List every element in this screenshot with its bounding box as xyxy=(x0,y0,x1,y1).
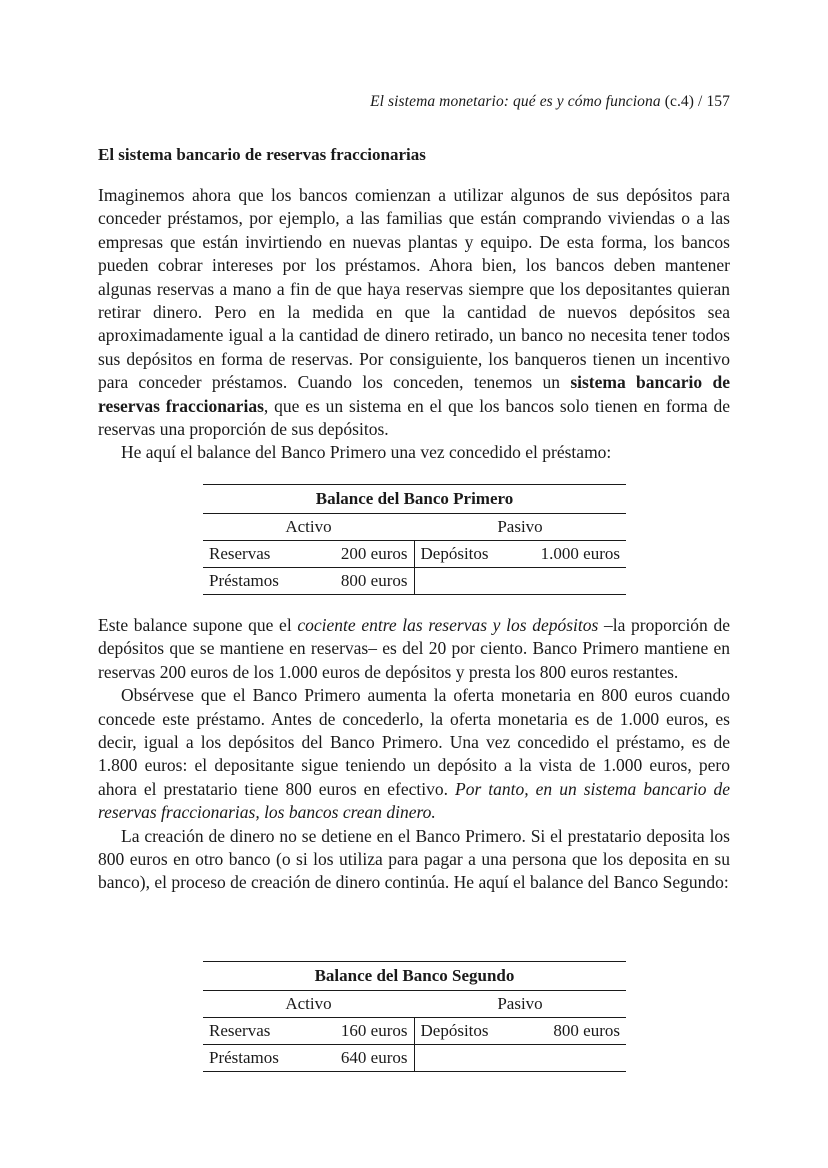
paragraph-money-creation: La creación de dinero no se detiene en el Banco Primero. Si el prestatario deposita los 800 euros en otro banco (o si los utiliza para pagar a una persona que los deposita en su banco), el proceso de creación de dinero continúa. He aquí el balance del Banco Segundo: xyxy=(98,825,730,893)
liability-value: 800 euros xyxy=(520,1018,626,1045)
table-row xyxy=(203,1018,626,1045)
asset-label: Préstamos xyxy=(203,1045,328,1072)
page-number: 157 xyxy=(706,93,730,110)
paragraph-intro xyxy=(98,184,730,441)
body-text-lower xyxy=(98,614,730,895)
running-head-title: El sistema monetario: qué es y cómo funciona xyxy=(370,93,661,110)
paragraph-ratio-text-b: –la proporción de depósitos que se mantiene en reservas– es del 20 por ciento. Banco Primero mantiene en reservas 200 euros de los 1.000 euros de depósitos y presta los 800 euros restantes. xyxy=(98,615,730,682)
paragraph-money-supply-text: Obsérvese que el Banco Primero aumenta la oferta monetaria en 800 euros cuando concede este préstamo. Antes de concederlo, la oferta monetaria es de 1.000 euros, es decir, igual a los depósitos del Banco Primero. Una vez concedido el préstamo, es de 1.800 euros: el depositante sigue teniendo un depósito a la vista de 1.000 euros, pero ahora el prestatario tiene 800 euros en efectivo. xyxy=(98,685,730,799)
balance-table-banco-segundo xyxy=(203,961,626,1072)
asset-value: 640 euros xyxy=(328,1045,414,1072)
table-row xyxy=(203,568,626,595)
term-fractional-reserve: sistema bancario de reservas fraccionarias xyxy=(98,372,730,416)
table-row xyxy=(203,1045,626,1072)
paragraph-money-supply xyxy=(98,684,730,824)
running-head xyxy=(370,93,730,111)
liability-value xyxy=(520,568,626,595)
liability-label xyxy=(414,1045,520,1072)
balance-table-title: Balance del Banco Segundo xyxy=(203,962,626,991)
asset-value: 160 euros xyxy=(328,1018,414,1045)
paragraph-ratio xyxy=(98,614,730,684)
paragraph-intro-text-b: , que es un sistema en el que los bancos solo tienen en forma de reservas una proporción de sus depósitos. xyxy=(98,395,730,440)
asset-label: Reservas xyxy=(203,541,328,568)
body-text-upper xyxy=(98,184,730,465)
column-header-pasivo: Pasivo xyxy=(414,991,626,1018)
liability-label: Depósitos xyxy=(414,541,520,568)
asset-value: 800 euros xyxy=(328,568,414,595)
paragraph-balance-intro-1: He aquí el balance del Banco Primero una vez concedido el préstamo: xyxy=(121,442,612,463)
asset-label: Préstamos xyxy=(203,568,328,595)
liability-value xyxy=(520,1045,626,1072)
column-header-activo: Activo xyxy=(203,514,414,541)
section-title: El sistema bancario de reservas fraccionarias xyxy=(98,145,426,164)
liability-value: 1.000 euros xyxy=(520,541,626,568)
liability-label: Depósitos xyxy=(414,1018,520,1045)
paragraph-intro-text-a: Imaginemos ahora que los bancos comienzan a utilizar algunos de sus depósitos para conceder préstamos, por ejemplo, a las familias que están comprando viviendas o a las empresas que están invirtiendo en nuevas plantas y equipo. De esta forma, los bancos pueden cobrar intereses por los préstamos. Ahora bien, los bancos deben mantener algunas reservas a mano a fin de que haya reservas siempre que los depositantes quieran retirar dinero. Pero en la medida en que la cantidad de nuevos depósitos sea aproximadamente igual a la cantidad de dinero retirado, un banco no necesita tener todos sus depósitos en forma de reservas. Por consiguiente, los banqueros tienen un incentivo para conceder préstamos. Cuando los conceden, tenemos un xyxy=(98,185,730,393)
paragraph-money-supply-conclusion: Por tanto, en un sistema bancario de reservas fraccionarias, los bancos crean dinero. xyxy=(98,778,730,823)
column-header-activo: Activo xyxy=(203,991,414,1018)
balance-table-title: Balance del Banco Primero xyxy=(203,485,626,514)
balance-table-banco-primero xyxy=(203,484,626,595)
liability-label xyxy=(414,568,520,595)
running-head-separator: / xyxy=(698,93,703,110)
asset-label: Reservas xyxy=(203,1018,328,1045)
table-row xyxy=(203,541,626,568)
paragraph-ratio-text-a: Este balance supone que el xyxy=(98,615,298,635)
term-reserve-ratio: cociente entre las reservas y los depósitos xyxy=(297,615,599,635)
running-head-chapter: (c.4) xyxy=(664,93,695,110)
asset-value: 200 euros xyxy=(328,541,414,568)
column-header-pasivo: Pasivo xyxy=(414,514,626,541)
